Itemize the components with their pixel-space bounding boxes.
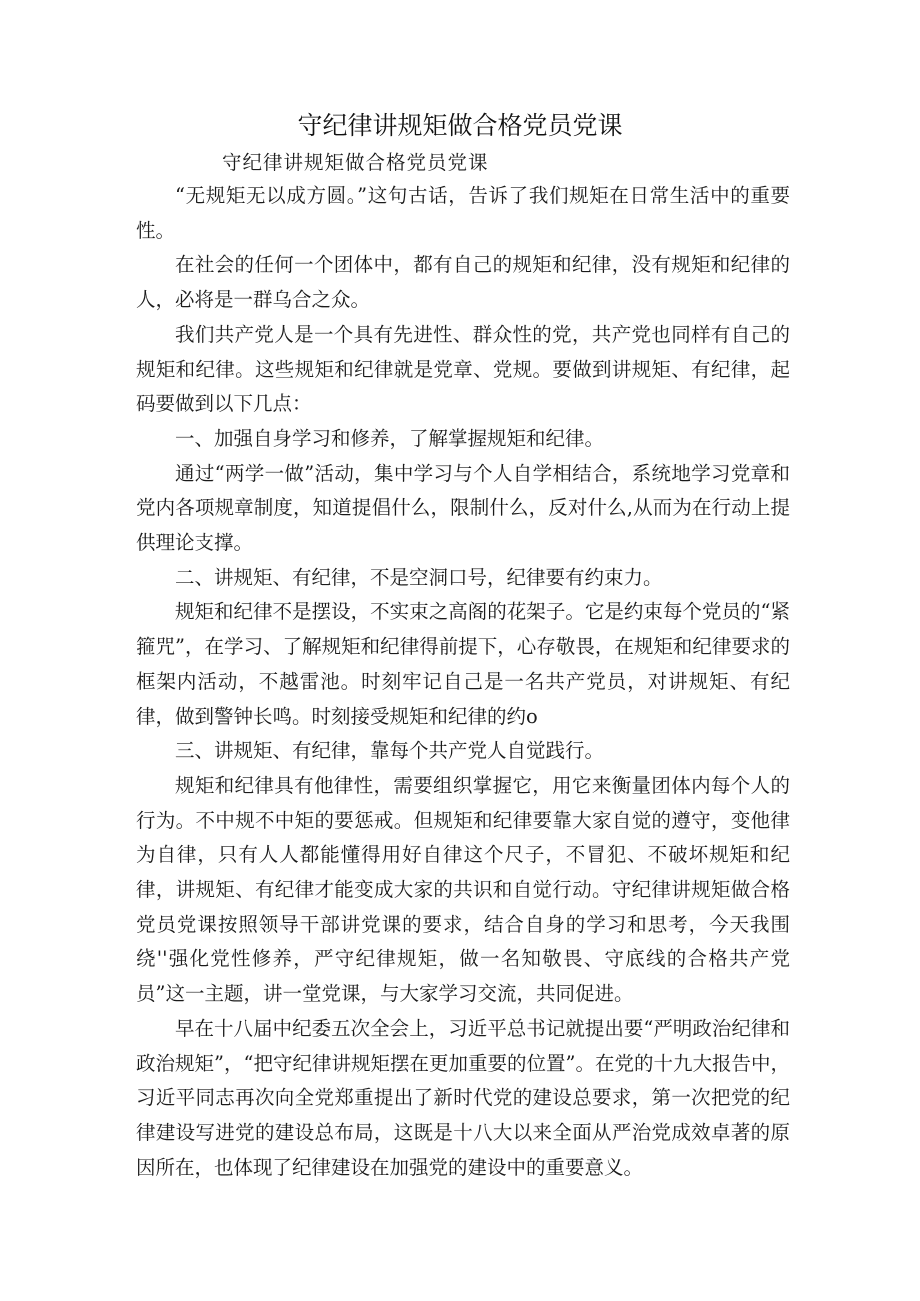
section-heading: 二、讲规矩、有纪律，不是空洞口号，纪律要有约束力。 <box>175 565 663 589</box>
paragraph: 早在十八届中纪委五次全会上，习近平总书记就提出要“严明政治纪律和政治规矩”，“把守纪律讲规矩摆在更加重要的位置”。在党的十九大报告中，习近平同志再次向全党郑重提出了新时代党的建设总要求，第一次把党的纪律建设写进党的建设总布局，这既是十八大以来全面从严治党成效卓著的原因所在，也体现了纪律建设在加强党的建设中的重要意义。 <box>136 1016 790 1179</box>
paragraph: 通过“两学一做”活动，集中学习与个人自学相结合，系统地学习党章和党内各项规章制度，知道提倡什么，限制什么，反对什么,从而为在行动上提供理论支撑。 <box>136 461 790 555</box>
paragraph: “无规矩无以成方圆。”这句古话，告诉了我们规矩在日常生活中的重要性。 <box>136 184 790 242</box>
section-heading: 三、讲规矩、有纪律，靠每个共产党人自觉践行。 <box>175 739 605 763</box>
paragraph: 在社会的任何一个团体中，都有自己的规矩和纪律，没有规矩和纪律的人，必将是一群乌合之众。 <box>136 253 790 312</box>
paragraph: 规矩和纪律不是摆设，不实束之高阁的花架子。它是约束每个党员的“紧箍咒”，在学习、了解规矩和纪律得前提下，心存敬畏，在规矩和纪律要求的框架内活动，不越雷池。时刻牢记自己是一名共产党员，对讲规矩、有纪律，做到警钟长鸣。时刻接受规矩和纪律的约o <box>136 600 790 728</box>
paragraph: 规矩和纪律具有他律性，需要组织掌握它，用它来衡量团体内每个人的行为。不中规不中矩的要惩戒。但规矩和纪律要靠大家自觉的遵守，变他律为自律，只有人人都能懂得用好自律这个尺子，不冒犯、不破坏规矩和纪律，讲规矩、有纪律才能变成大家的共识和自觉行动。守纪律讲规矩做合格党员党课按照领导干部讲党课的要求，结合自身的学习和思考，今天我围绕''强化党性修养，严守纪律规矩，做一名知敬畏、守底线的合格共产党员”这一主题，讲一堂党课，与大家学习交流，共同促进。 <box>136 773 790 1006</box>
paragraph: 我们共产党人是一个具有先进性、群众性的党，共产党也同样有自己的规矩和纪律。这些规矩和纪律就是党章、党规。要做到讲规矩、有纪律，起码要做到以下几点： <box>136 322 790 416</box>
document-subtitle: 守纪律讲规矩做合格党员党课 <box>222 151 489 174</box>
section-heading: 一、加强自身学习和修养，了解掌握规矩和纪律。 <box>175 426 605 450</box>
document-body <box>136 179 790 1185</box>
document-title: 守纪律讲规矩做合格党员党课 <box>297 111 623 140</box>
